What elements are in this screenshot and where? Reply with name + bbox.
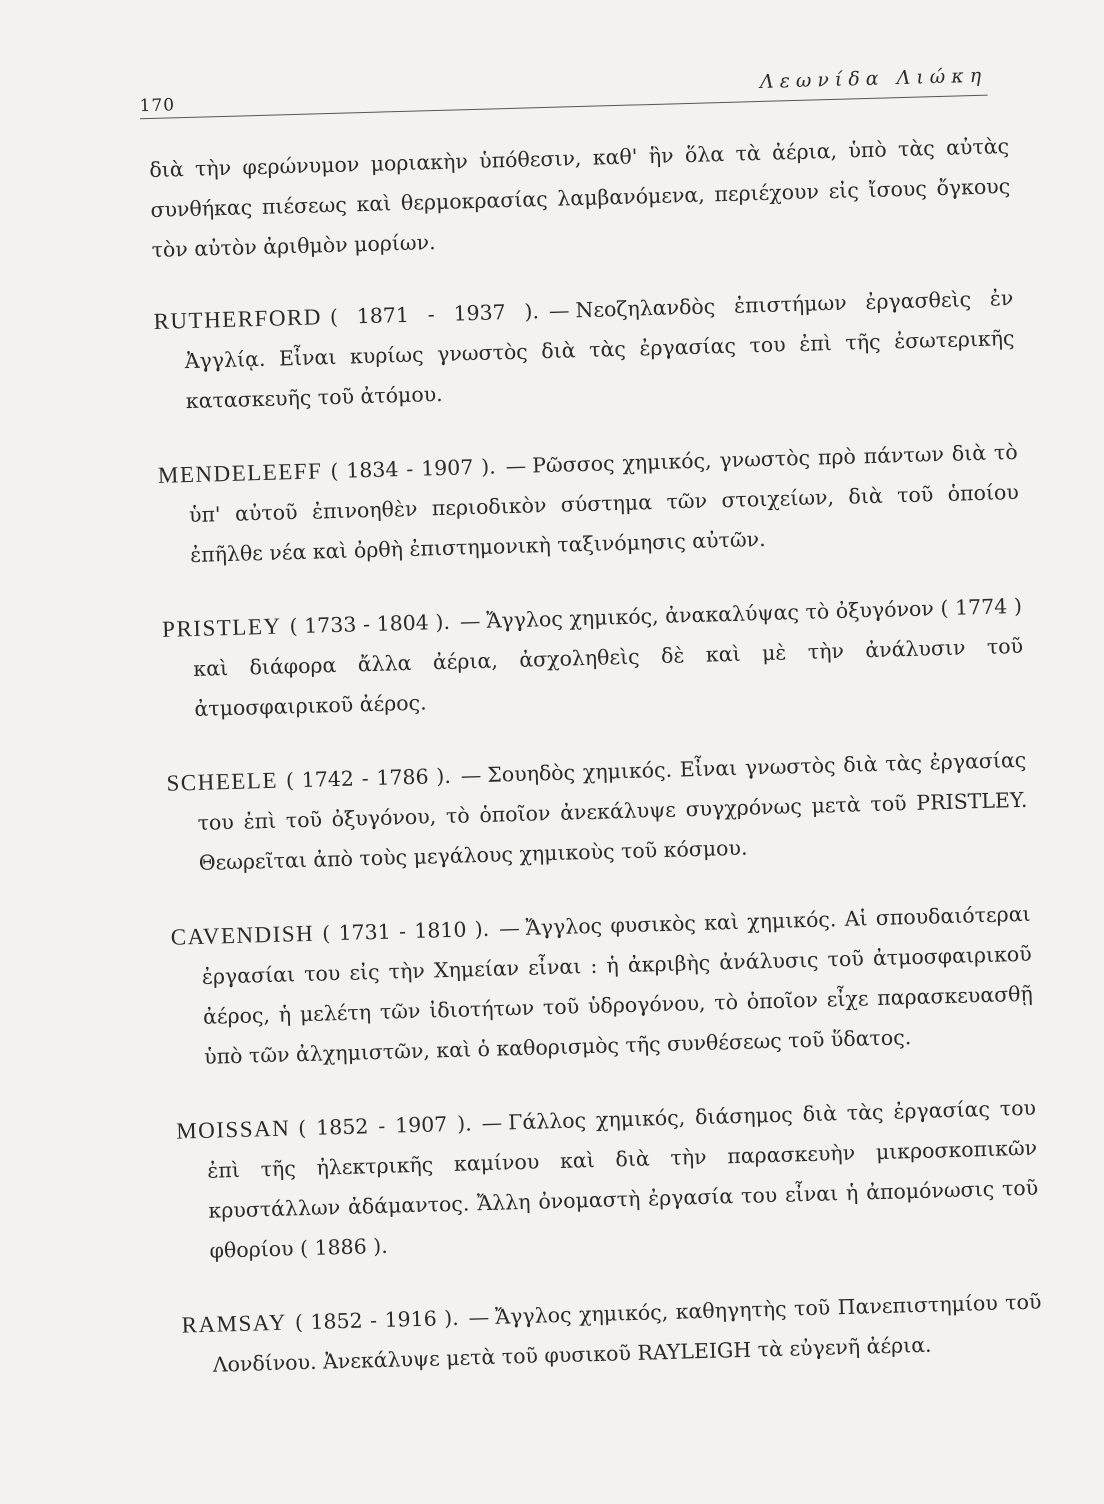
entry-scheele [166,740,1029,884]
entry-moissan [176,1088,1040,1272]
entry-dash: — [459,608,481,634]
entry-rutherford [153,278,1016,422]
page-content [149,126,1044,1420]
entry-name: MOISSAN [175,1115,291,1144]
entry-name: RAMSAY [181,1309,288,1338]
running-title: Λεωνίδα Λιώκη [759,64,988,93]
entry-name: PRISTLEY [161,613,282,642]
entry-text: Γάλλος χημικός, διάσημος διὰ τὰς ἐργασίας του ἐπὶ τῆς ἠλεκτρικῆς καμίνου καὶ διὰ τὴν παρασκευὴν μικροσκοπικῶν κρυστάλλων ἀδάμαντος. Ἄλλη ὀνομαστὴ ἐργασία του εἶναι ἡ ἀπομόνωσις τοῦ φθορίου ( 1886 ). [207,1095,1039,1263]
entry-dates: ( 1731 - 1810 ). [321,916,490,946]
entry-dash: — [505,453,527,479]
entry-dash: — [468,1305,490,1330]
entry-dates: ( 1742 - 1786 ). [285,763,452,793]
entry-name: MENDELEEFF [157,458,323,488]
entry-text: Νεοζηλανδὸς ἐπιστήμων ἐργασθεὶς ἐν Ἀγγλίᾳ. Εἶναι κυρίως γνωστὸς διὰ τὰς ἐργασίας του ἐπὶ τῆς ἐσωτερικῆς κατασκευῆς τοῦ ἀτόμου. [184,285,1015,414]
entry-dates: ( 1871 - 1937 ). [329,299,540,330]
entry-dash: — [481,1110,503,1136]
entry-ramsay [181,1282,1043,1386]
entry-pristley [162,586,1025,730]
intro-paragraph: διὰ τὴν φερώνυμον μοριακὴν ὑπόθεσιν, καθ' ἣν ὅλα τὰ ἀέρια, ὑπὸ τὰς αὐτὰς συνθήκας πιέσεως καὶ θερμοκρασίας λαμβανόμενα, περιέχουν εἰς ἴσους ὄγκους τὸν αὐτὸν ἀριθμὸν μορίων. [149,134,1011,263]
entry-mendeleeff [157,432,1020,576]
entry-dates: ( 1834 - 1907 ). [330,454,497,484]
entry-name: CAVENDISH [170,920,315,950]
entry-text: Ρῶσσος χημικός, γνωστὸς πρὸ πάντων διὰ τὸ ὑπ' αὐτοῦ ἐπινοηθὲν περιοδικὸν σύστημα τῶν στοιχείων, διὰ τοῦ ὁποίου ἐπῆλθε νέα καὶ ὀρθὴ ἐπιστημονικὴ ταξινόμησις αὐτῶν. [188,439,1020,568]
page-header [139,55,988,120]
entry-dash: — [498,915,521,941]
entry-dash: — [460,763,482,788]
entry-dash: — [548,298,570,323]
entry-name: RUTHERFORD [153,304,323,334]
entry-text: Σουηδὸς χημικός. Εἶναι γνωστὸς διὰ τὰς ἐργασίας του ἐπὶ τοῦ ὀξυγόνου, τὸ ὁποῖον ἀνεκάλυψε συγχρόνως μετὰ τοῦ PRISTLEY. Θεωρεῖται ἀπὸ τοὺς μεγάλους χημικοὺς τοῦ κόσμου. [197,747,1028,875]
entry-name: SCHEELE [166,767,279,796]
entry-cavendish [170,894,1034,1078]
entry-dates: ( 1852 - 1907 ). [297,1111,473,1141]
entry-text: Ἄγγλος χημικός, καθηγητὴς τοῦ Πανεπιστημίου τοῦ Λονδίνου. Ἀνεκάλυψε μετὰ τοῦ φυσικοῦ RAYLEIGH τὰ εὐγενῆ ἀέρια. [212,1289,1042,1377]
entry-text: Ἄγγλος χημικός, ἀνακαλύψας τὸ ὀξυγόνον ( 1774 ) καὶ διάφορα ἄλλα ἀέρια, ἀσχοληθεὶς δὲ καὶ μὲ τὴν ἀνάλυσιν τοῦ ἀτμοσφαιρικοῦ ἀέρος. [193,593,1024,721]
entry-dates: ( 1733 - 1804 ). [289,609,451,639]
page-number: 170 [139,95,176,117]
entry-dates: ( 1852 - 1916 ). [294,1305,460,1335]
entry-text: Ἄγγλος φυσικὸς καὶ χημικός. Αἱ σπουδαιότεραι ἐργασίαι του εἰς τὴν Χημείαν εἶναι : ἡ ἀκριβὴς ἀνάλυσις τοῦ ἀτμοσφαιρικοῦ ἀέρος, ἡ μελέτη τῶν ἰδιοτήτων τοῦ ὑδρογόνου, τὸ ὁποῖον εἶχε παρασκευασθῇ ὑπὸ τῶν ἀλχημιστῶν, καὶ ὁ καθορισμὸς τῆς συνθέσεως τοῦ ὕδατος. [201,901,1034,1069]
